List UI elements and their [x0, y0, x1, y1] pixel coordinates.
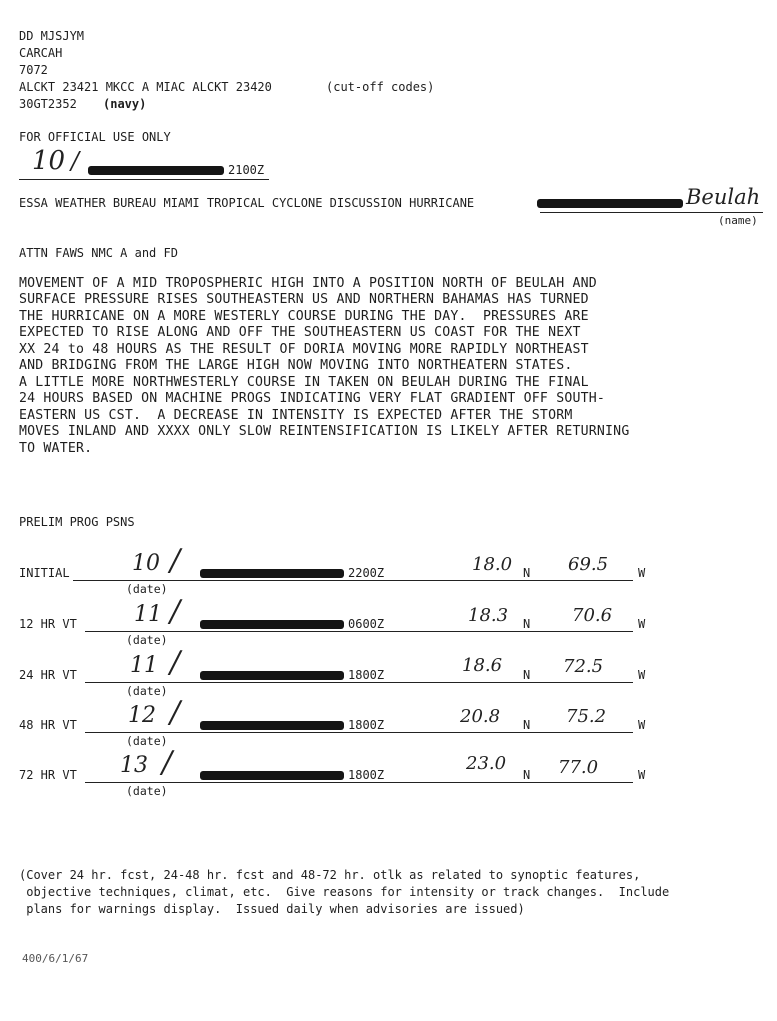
row-underline	[73, 580, 633, 581]
prog-row-date: 12	[128, 703, 156, 728]
date-caption: (date)	[126, 734, 168, 748]
discussion-line: EXPECTED TO RISE ALONG AND OFF THE SOUTHEASTERN US COAST FOR THE NEXT	[19, 325, 581, 340]
prog-row-lat: 18.3	[468, 605, 509, 626]
routing-line-4: ALCKT 23421 MKCC A MIAC ALCKT 23420	[19, 80, 272, 94]
prog-row-lat: 18.0	[472, 554, 513, 575]
date-slash-mark: /	[170, 695, 181, 730]
discussion-line: SURFACE PRESSURE RISES SOUTHEASTERN US AND NORTHERN BAHAMAS HAS TURNED	[19, 292, 589, 307]
discussion-line: TO WATER.	[19, 441, 93, 456]
discussion-line: MOVEMENT OF A MID TROPOSPHERIC HIGH INTO A POSITION NORTH OF BEULAH AND	[19, 276, 597, 291]
form-number: 400/6/1/67	[22, 952, 89, 965]
discussion-line: AND BRIDGING FROM THE LARGE HIGH NOW MOVING INTO NORTHEATERN STATES.	[19, 358, 573, 373]
prog-row-date: 11	[130, 653, 158, 678]
prog-row-label: 72 HR VT	[19, 768, 77, 782]
handwritten-date: 10	[32, 146, 66, 176]
row-underline	[85, 732, 633, 733]
row-underline	[85, 782, 633, 783]
redaction-bar	[537, 199, 683, 208]
row-underline	[85, 682, 633, 683]
lat-unit: N	[523, 617, 531, 631]
date-slash-mark: /	[170, 645, 181, 680]
routing-line-5: 30GT2352	[19, 97, 77, 111]
prog-row-lat: 18.6	[462, 655, 503, 676]
name-caption: (name)	[718, 214, 758, 227]
date-caption: (date)	[126, 784, 168, 798]
date-caption: (date)	[126, 633, 168, 647]
instructions-line: (Cover 24 hr. fcst, 24-48 hr. fcst and 48-72 hr. otlk as related to synoptic features,	[19, 868, 641, 882]
prog-row-lon: 72.5	[563, 656, 604, 677]
lat-unit: N	[523, 768, 531, 782]
classification-label: FOR OFFICIAL USE ONLY	[19, 130, 171, 144]
prog-row-date: 13	[120, 753, 148, 778]
redaction-bar	[200, 671, 344, 680]
cutoff-codes-note: (cut-off codes)	[326, 80, 435, 94]
date-slash-mark: /	[71, 147, 80, 175]
redaction-bar	[200, 620, 344, 629]
instructions-line: objective techniques, climat, etc. Give reasons for intensity or track changes. Include	[19, 885, 670, 899]
redaction-bar	[200, 771, 344, 780]
date-line-time: 2100Z	[228, 163, 265, 177]
discussion-line: 24 HOURS BASED ON MACHINE PROGS INDICATING VERY FLAT GRADIENT OFF SOUTH-	[19, 391, 606, 406]
prog-row-date: 11	[134, 602, 162, 627]
prog-row-lon: 70.6	[572, 605, 613, 626]
prog-row-lat: 23.0	[466, 753, 507, 774]
redaction-bar	[88, 166, 224, 175]
prog-row-lon: 75.2	[566, 706, 607, 727]
routing-line-2: CARCAH	[19, 46, 63, 60]
routing-line-1: DD MJSJYM	[19, 29, 85, 43]
lat-unit: N	[523, 668, 531, 682]
discussion-line: MOVES INLAND AND XXXX ONLY SLOW REINTENSIFICATION IS LIKELY AFTER RETURNING	[19, 424, 630, 439]
prog-row-time: 2200Z	[348, 566, 385, 580]
lat-unit: N	[523, 718, 531, 732]
date-slash-mark: /	[170, 594, 181, 629]
prog-row-time: 1800Z	[348, 768, 385, 782]
prog-row-time: 1800Z	[348, 668, 385, 682]
routing-line-3: 7072	[19, 63, 48, 77]
lat-unit: N	[523, 566, 531, 580]
lon-unit: W	[638, 718, 646, 732]
redaction-bar	[200, 721, 344, 730]
lon-unit: W	[638, 617, 646, 631]
prog-row-lon: 69.5	[568, 554, 609, 575]
lon-unit: W	[638, 668, 646, 682]
storm-name-underline	[540, 212, 763, 213]
prog-row-label: INITIAL	[19, 566, 70, 580]
prog-row-time: 0600Z	[348, 617, 385, 631]
prog-row-label: 48 HR VT	[19, 718, 77, 732]
date-caption: (date)	[126, 684, 168, 698]
prog-row-label: 24 HR VT	[19, 668, 77, 682]
prog-row-label: 12 HR VT	[19, 617, 77, 631]
discussion-line: EASTERN US CST. A DECREASE IN INTENSITY IS EXPECTED AFTER THE STORM	[19, 408, 573, 423]
prog-row-lon: 77.0	[558, 757, 599, 778]
prog-row-lat: 20.8	[460, 706, 501, 727]
date-underline	[19, 179, 269, 180]
date-caption: (date)	[126, 582, 168, 596]
row-underline	[85, 631, 633, 632]
lon-unit: W	[638, 566, 646, 580]
storm-name-handwritten: Beulah	[686, 185, 761, 209]
redaction-bar	[200, 569, 344, 578]
prog-row-time: 1800Z	[348, 718, 385, 732]
date-slash-mark: /	[170, 543, 181, 578]
attention-line: ATTN FAWS NMC A and FD	[19, 246, 178, 260]
discussion-line: A LITTLE MORE NORTHWESTERLY COURSE IN TAKEN ON BEULAH DURING THE FINAL	[19, 375, 589, 390]
prog-section-title: PRELIM PROG PSNS	[19, 515, 135, 529]
document-title: ESSA WEATHER BUREAU MIAMI TROPICAL CYCLONE DISCUSSION HURRICANE	[19, 196, 475, 210]
discussion-line: XX 24 to 48 HOURS AS THE RESULT OF DORIA MOVING MORE RAPIDLY NORTHEAST	[19, 342, 589, 357]
instructions-line: plans for warnings display. Issued daily when advisories are issued)	[19, 902, 525, 916]
lon-unit: W	[638, 768, 646, 782]
date-slash-mark: /	[162, 745, 173, 780]
navy-note: (navy)	[103, 97, 147, 111]
prog-row-date: 10	[132, 551, 160, 576]
discussion-line: THE HURRICANE ON A MORE WESTERLY COURSE DURING THE DAY. PRESSURES ARE	[19, 309, 589, 324]
